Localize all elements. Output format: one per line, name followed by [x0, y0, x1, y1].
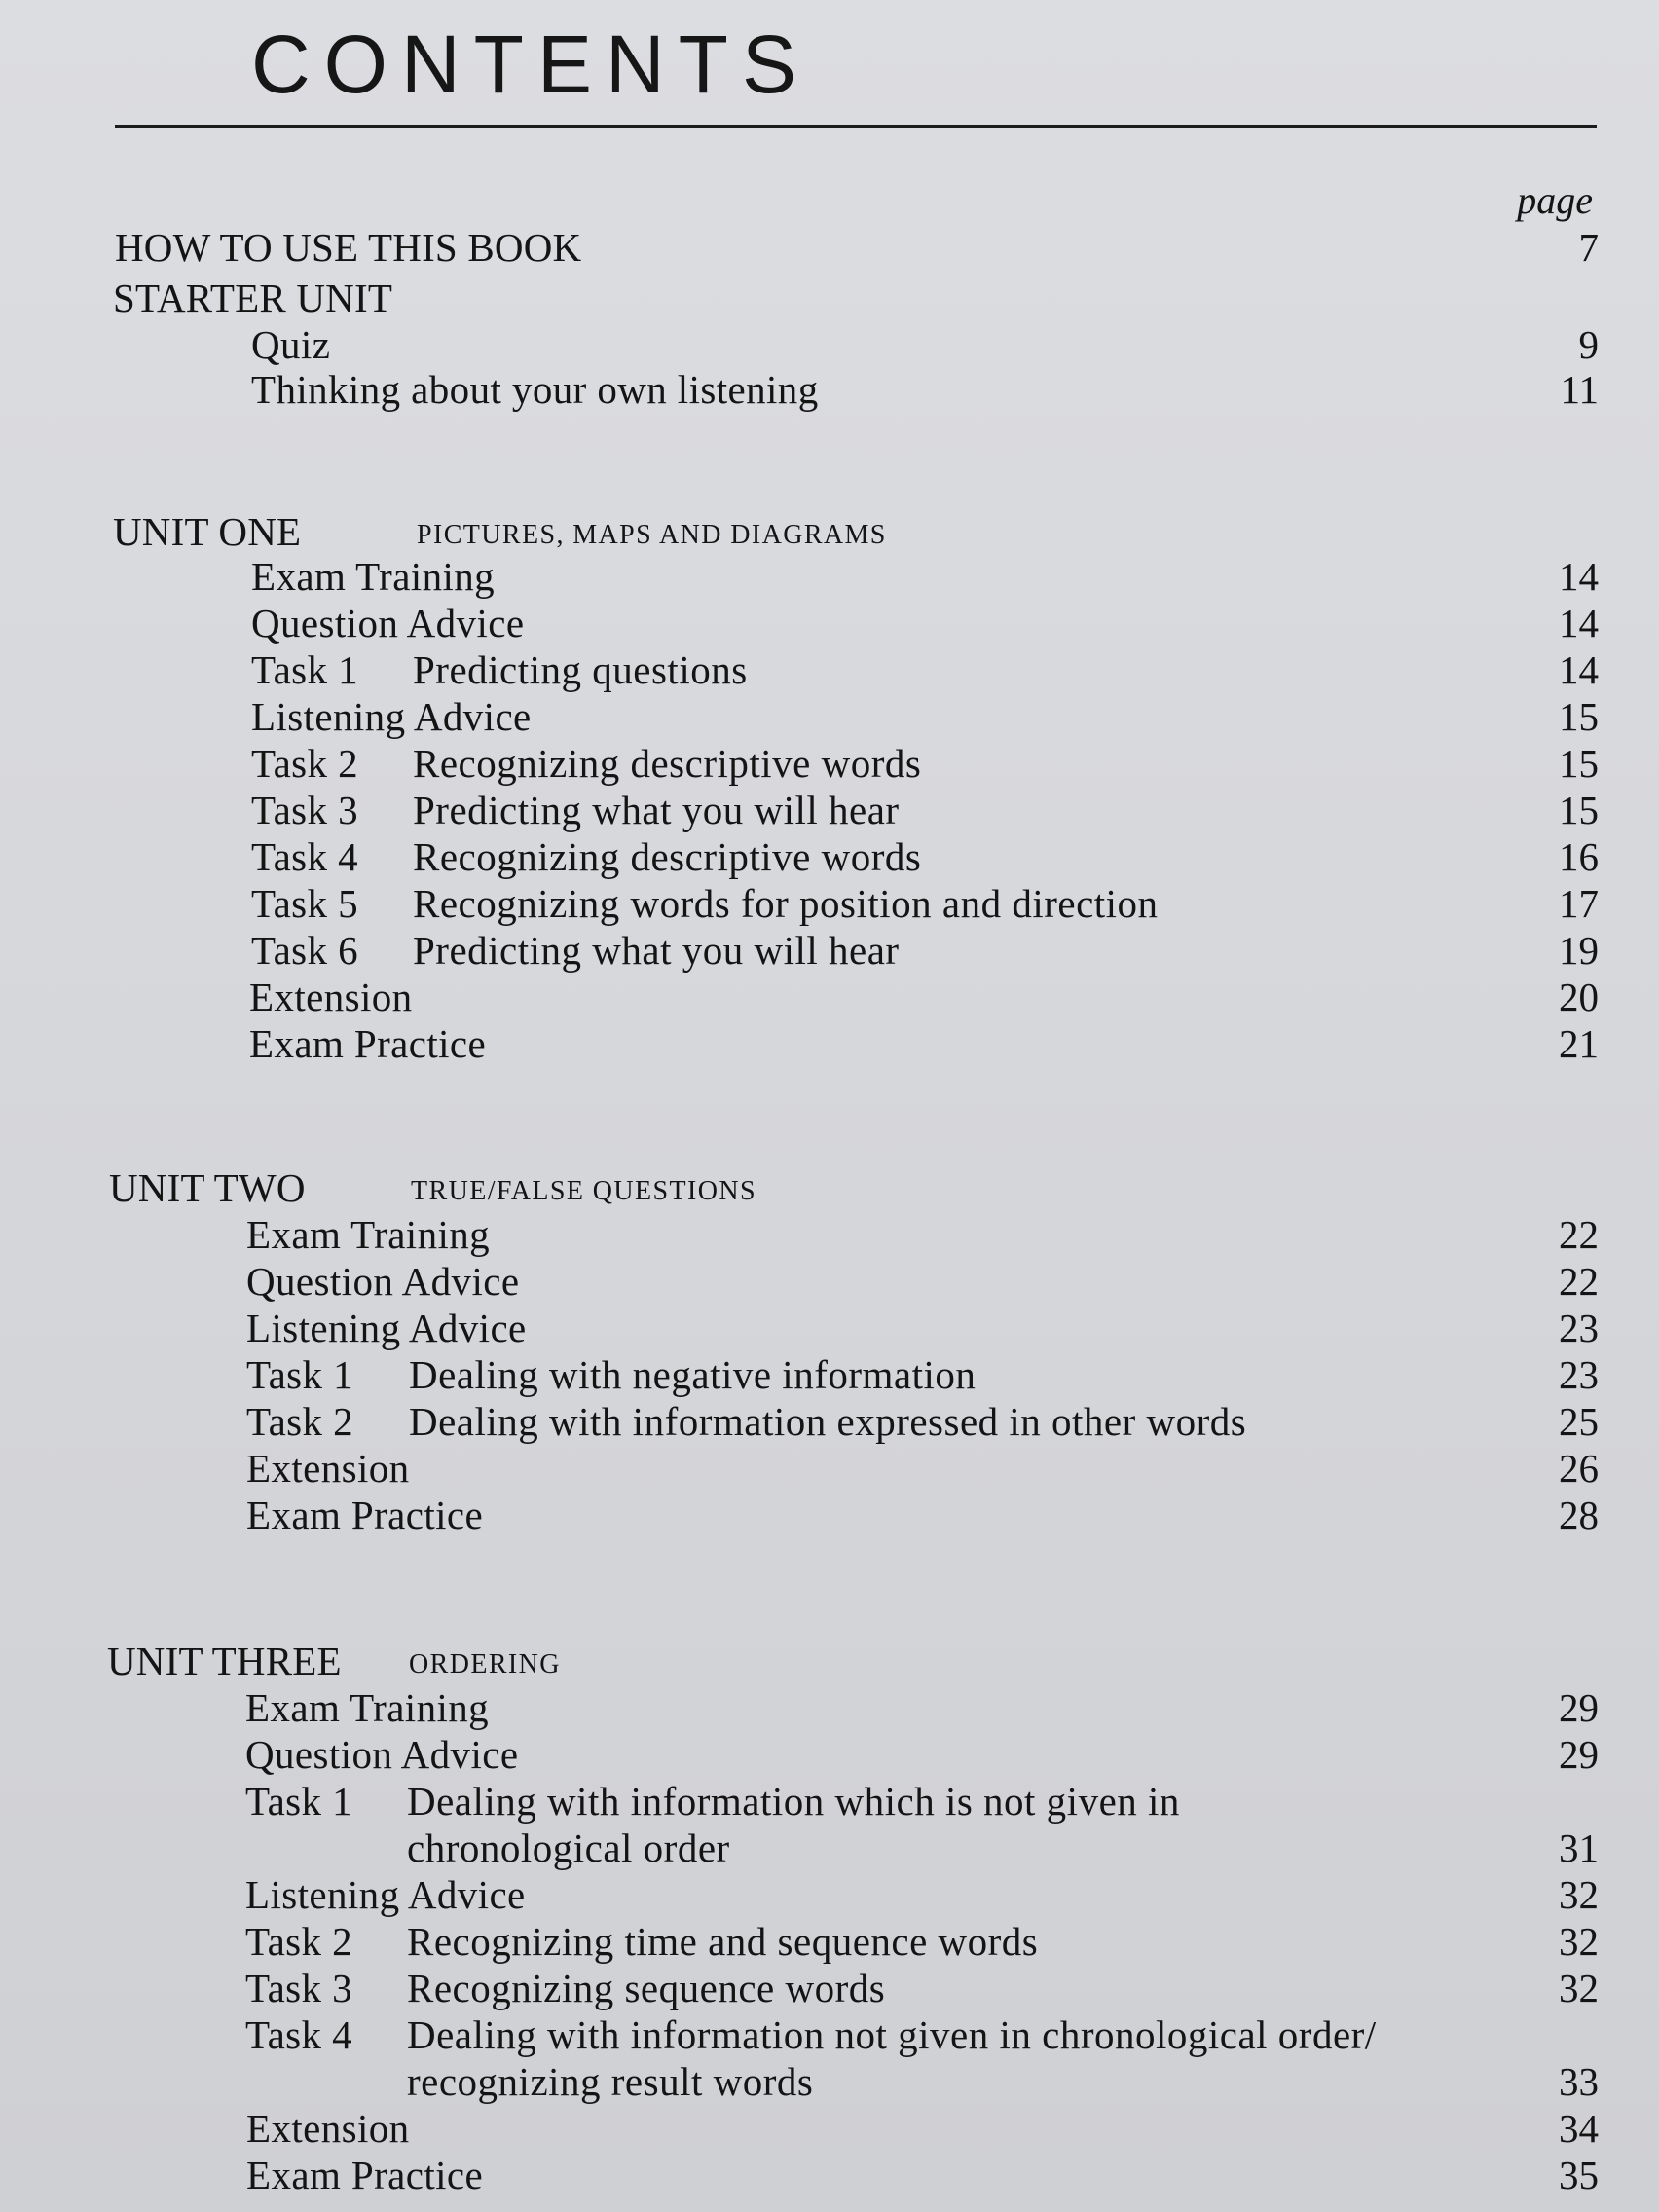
toc-entry	[0, 833, 1659, 880]
toc-entry	[0, 1731, 1659, 1778]
toc-entry	[0, 2105, 1659, 2152]
toc-entry	[0, 321, 1659, 368]
entry-label: Recognizing time and sequence words	[407, 1919, 1039, 1964]
page-number: 29	[1559, 1732, 1599, 1777]
task-number: Task 4	[251, 834, 358, 879]
toc-entry	[0, 553, 1659, 600]
toc-entry	[0, 1684, 1659, 1731]
toc-entry	[0, 1871, 1659, 1918]
unit-heading	[0, 1638, 1659, 1684]
page-number: 32	[1559, 1872, 1599, 1917]
toc-entry-continued	[0, 1825, 1659, 1871]
entry-label: Exam Practice	[246, 1493, 484, 1537]
page-number: 15	[1559, 741, 1599, 786]
page-number: 9	[1578, 322, 1599, 367]
page-number: 34	[1559, 2106, 1599, 2151]
entry-label: Listening Advice	[246, 1306, 527, 1350]
entry-label: Extension	[249, 975, 413, 1019]
page-number: 31	[1559, 1825, 1599, 1870]
toc-entry	[0, 927, 1659, 974]
page-number: 25	[1559, 1399, 1599, 1444]
page-number: 7	[1578, 225, 1599, 270]
contents-title: CONTENTS	[251, 18, 810, 110]
entry-label: Predicting what you will hear	[413, 788, 900, 832]
entry-label: Recognizing sequence words	[407, 1966, 886, 2010]
entry-label: Exam Training	[245, 1685, 490, 1730]
toc-entry-continued	[0, 2058, 1659, 2105]
toc-entry	[0, 1965, 1659, 2011]
page-number: 22	[1559, 1212, 1599, 1257]
toc-entry	[0, 600, 1659, 646]
toc-entry	[0, 1305, 1659, 1351]
task-number: Task 2	[245, 1919, 352, 1964]
entry-label: Predicting questions	[413, 647, 748, 692]
entry-label: Thinking about your own listening	[251, 367, 819, 412]
toc-entry	[0, 693, 1659, 740]
unit-heading	[0, 508, 1659, 555]
toc-entry	[0, 1778, 1659, 1825]
entry-label: Recognizing descriptive words	[413, 834, 922, 879]
page-number: 32	[1559, 1966, 1599, 2010]
page-number: 14	[1559, 647, 1599, 692]
toc-entry	[0, 1258, 1659, 1305]
page-number: 29	[1559, 1685, 1599, 1730]
task-number: Task 3	[251, 788, 358, 832]
task-number: Task 1	[245, 1779, 352, 1824]
unit-subtitle: TRUE/FALSE QUESTIONS	[411, 1176, 756, 1206]
entry-label: Extension	[246, 2106, 410, 2151]
entry-label: Quiz	[251, 322, 331, 367]
title-rule	[115, 125, 1597, 128]
entry-label: Exam Training	[251, 554, 496, 599]
page-number: 32	[1559, 1919, 1599, 1964]
page-number: 20	[1559, 975, 1599, 1019]
toc-entry	[0, 787, 1659, 833]
page-number: 17	[1559, 881, 1599, 926]
task-number: Task 3	[245, 1966, 352, 2010]
unit-title: UNIT ONE	[113, 509, 302, 554]
entry-label: Listening Advice	[251, 694, 532, 739]
page-number: 22	[1559, 1259, 1599, 1304]
toc-entry	[0, 1445, 1659, 1492]
entry-label: Exam Practice	[246, 2153, 484, 2197]
entry-title: STARTER UNIT	[113, 276, 393, 320]
toc-entry	[0, 1398, 1659, 1445]
entry-label: Predicting what you will hear	[413, 928, 900, 973]
toc-entry	[0, 1211, 1659, 1258]
page-number: 16	[1559, 834, 1599, 879]
page-column-label: page	[1517, 178, 1593, 222]
entry-label: Dealing with information expressed in other words	[409, 1399, 1247, 1444]
entry-label: Dealing with information not given in chronological order/	[407, 2012, 1377, 2057]
entry-label: Question Advice	[246, 1259, 520, 1304]
page-number: 15	[1559, 694, 1599, 739]
page-number: 11	[1560, 367, 1599, 412]
page-number: 23	[1559, 1306, 1599, 1350]
entry-label: Dealing with information which is not given in	[407, 1779, 1180, 1824]
toc-entry	[0, 1918, 1659, 1965]
toc-entry	[0, 275, 1659, 321]
task-number: Task 1	[246, 1352, 353, 1397]
page-number: 14	[1559, 554, 1599, 599]
toc-entry	[0, 366, 1659, 413]
unit-subtitle: ORDERING	[409, 1649, 561, 1679]
toc-entry	[0, 2152, 1659, 2198]
page-number: 28	[1559, 1493, 1599, 1537]
task-number: Task 2	[246, 1399, 353, 1444]
toc-entry	[0, 974, 1659, 1020]
entry-label: Exam Practice	[249, 1021, 487, 1066]
task-number: Task 1	[251, 647, 358, 692]
toc-entry	[0, 224, 1659, 271]
page-number: 26	[1559, 1446, 1599, 1491]
toc-entry	[0, 740, 1659, 787]
toc-entry	[0, 2011, 1659, 2058]
entry-label: Listening Advice	[245, 1872, 526, 1917]
task-number: Task 5	[251, 881, 358, 926]
toc-entry	[0, 880, 1659, 927]
page-number: 21	[1559, 1021, 1599, 1066]
unit-subtitle: PICTURES, MAPS AND DIAGRAMS	[417, 520, 887, 550]
entry-label: Recognizing descriptive words	[413, 741, 922, 786]
entry-title: HOW TO USE THIS BOOK	[115, 225, 582, 270]
entry-label: Question Advice	[251, 601, 525, 645]
toc-entry	[0, 1020, 1659, 1067]
entry-label: Dealing with negative information	[409, 1352, 977, 1397]
toc-entry	[0, 646, 1659, 693]
page-number: 15	[1559, 788, 1599, 832]
task-number: Task 6	[251, 928, 358, 973]
page-number: 19	[1559, 928, 1599, 973]
page-number: 23	[1559, 1352, 1599, 1397]
entry-label: Question Advice	[245, 1732, 519, 1777]
unit-heading	[0, 1164, 1659, 1211]
page-number: 35	[1559, 2153, 1599, 2197]
task-number: Task 2	[251, 741, 358, 786]
toc-entry	[0, 1492, 1659, 1538]
toc-entry	[0, 1351, 1659, 1398]
entry-label: Extension	[246, 1446, 410, 1491]
entry-label: Exam Training	[246, 1212, 491, 1257]
entry-label: Recognizing words for position and direction	[413, 881, 1159, 926]
page-number: 33	[1559, 2059, 1599, 2104]
entry-label: recognizing result words	[407, 2059, 814, 2104]
unit-title: UNIT THREE	[107, 1639, 342, 1683]
unit-title: UNIT TWO	[109, 1165, 306, 1210]
page-number: 14	[1559, 601, 1599, 645]
entry-label: chronological order	[407, 1825, 730, 1870]
task-number: Task 4	[245, 2012, 352, 2057]
